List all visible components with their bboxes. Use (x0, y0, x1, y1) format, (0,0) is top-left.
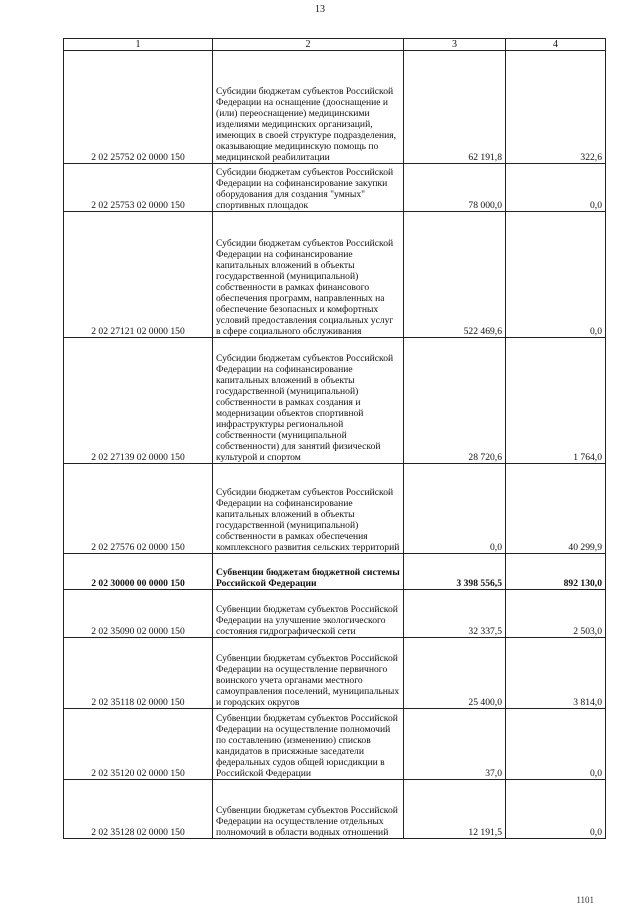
row-value-col4: 40 299,9 (506, 464, 606, 554)
row-value-col3: 62 191,8 (404, 51, 506, 164)
row-value-col4: 322,6 (506, 51, 606, 164)
row-value-col4: 0,0 (506, 780, 606, 839)
row-value-col4: 1 764,0 (506, 338, 606, 464)
row-name: Субвенции бюджетам субъектов Российской Федерации на осуществление отдельных полномочий в области водных отношений (213, 780, 404, 839)
row-name: Субсидии бюджетам субъектов Российской Федерации на софинансирование закупки оборудования для создания "умных" спортивных площадок (213, 164, 404, 212)
row-code: 2 02 35120 02 0000 150 (64, 709, 213, 780)
table-row (64, 464, 606, 554)
table-row (64, 212, 606, 338)
header-col-3: 3 (404, 39, 506, 51)
row-value-col3: 25 400,0 (404, 638, 506, 709)
row-value-col3: 3 398 556,5 (404, 554, 506, 590)
table-row (64, 554, 606, 590)
header-col-4: 4 (506, 39, 606, 51)
row-code: 2 02 35090 02 0000 150 (64, 590, 213, 638)
footer-mark: 1101 (576, 895, 594, 905)
budget-table (63, 38, 606, 839)
row-name: Субвенции бюджетам бюджетной системы Российской Федерации (213, 554, 404, 590)
row-value-col4: 0,0 (506, 212, 606, 338)
row-value-col4: 892 130,0 (506, 554, 606, 590)
row-value-col3: 0,0 (404, 464, 506, 554)
row-name: Субсидии бюджетам субъектов Российской Федерации на софинансирование капитальных вложений в объекты государственной (муниципальной) собственности в рамках создания и модернизации объектов спортивной инфраструктуры региональной собственности (муниципальной собственности) для занятий физической культурой и спортом (213, 338, 404, 464)
table-row (64, 780, 606, 839)
row-code: 2 02 27576 02 0000 150 (64, 464, 213, 554)
table-row (64, 51, 606, 164)
row-value-col3: 32 337,5 (404, 590, 506, 638)
header-col-2: 2 (213, 39, 404, 51)
table-row (64, 164, 606, 212)
row-name: Субсидии бюджетам субъектов Российской Федерации на софинансирование капитальных вложений в объекты государственной (муниципальной) собственности в рамках обеспечения комплексного развития сельских территорий (213, 464, 404, 554)
row-value-col4: 0,0 (506, 164, 606, 212)
row-code: 2 02 25752 02 0000 150 (64, 51, 213, 164)
row-code: 2 02 25753 02 0000 150 (64, 164, 213, 212)
row-value-col4: 3 814,0 (506, 638, 606, 709)
row-value-col4: 2 503,0 (506, 590, 606, 638)
row-value-col3: 28 720,6 (404, 338, 506, 464)
row-code: 2 02 27121 02 0000 150 (64, 212, 213, 338)
row-code: 2 02 30000 00 0000 150 (64, 554, 213, 590)
table-row (64, 638, 606, 709)
table-row (64, 590, 606, 638)
row-name: Субвенции бюджетам субъектов Российской Федерации на осуществление первичного воинского учета органами местного самоуправления поселений, муниципальных и городских округов (213, 638, 404, 709)
page-number: 13 (315, 4, 325, 15)
header-row (64, 39, 606, 51)
row-code: 2 02 35118 02 0000 150 (64, 638, 213, 709)
row-code: 2 02 35128 02 0000 150 (64, 780, 213, 839)
row-name: Субвенции бюджетам субъектов Российской Федерации на улучшение экологического состояния гидрографической сети (213, 590, 404, 638)
table-row (64, 338, 606, 464)
header-col-1: 1 (64, 39, 213, 51)
row-value-col4: 0,0 (506, 709, 606, 780)
row-value-col3: 37,0 (404, 709, 506, 780)
row-code: 2 02 27139 02 0000 150 (64, 338, 213, 464)
row-name: Субсидии бюджетам субъектов Российской Федерации на оснащение (дооснащение и (или) переоснащение) медицинскими изделиями медицинских организаций, имеющих в своей структуре подразделения, оказывающие медицинскую помощь по медицинской реабилитации (213, 51, 404, 164)
table-row (64, 709, 606, 780)
row-value-col3: 12 191,5 (404, 780, 506, 839)
row-value-col3: 78 000,0 (404, 164, 506, 212)
row-name: Субвенции бюджетам субъектов Российской Федерации на осуществление полномочий по составлению (изменению) списков кандидатов в присяжные заседатели федеральных судов общей юрисдикции в Российской Федерации (213, 709, 404, 780)
row-value-col3: 522 469,6 (404, 212, 506, 338)
row-name: Субсидии бюджетам субъектов Российской Федерации на софинансирование капитальных вложений в объекты государственной (муниципальной) собственности в рамках финансового обеспечения программ, направленных на обеспечение безопасных и комфортных условий предоставления социальных услуг в сфере социального обслуживания (213, 212, 404, 338)
